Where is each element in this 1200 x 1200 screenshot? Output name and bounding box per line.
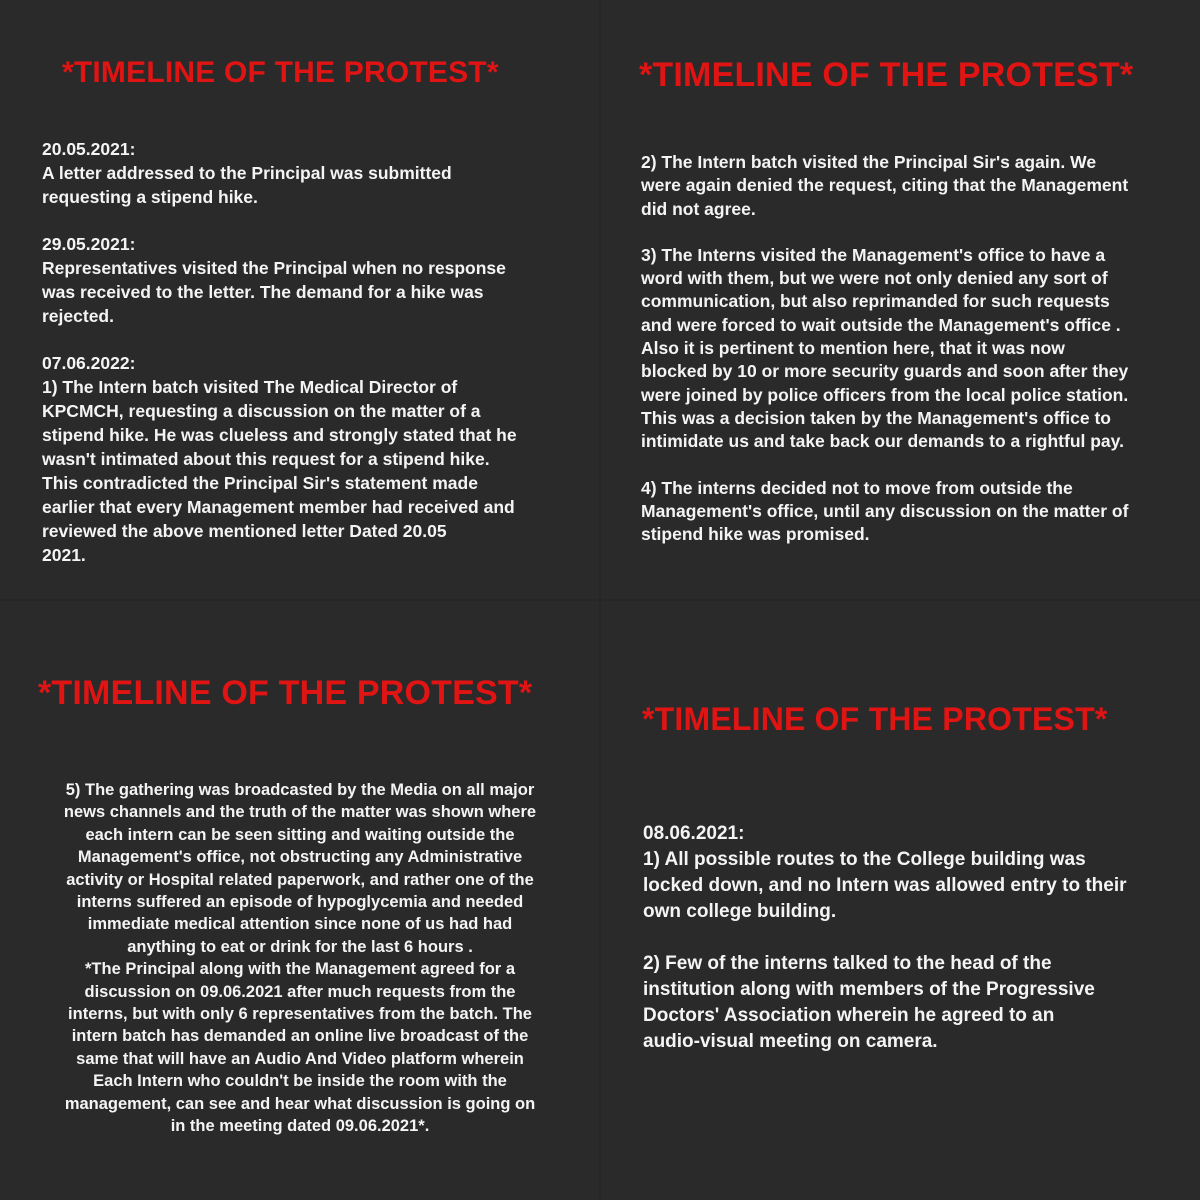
panel-title: *TIMELINE OF THE PROTEST* bbox=[639, 56, 1134, 94]
panel-title: *TIMELINE OF THE PROTEST* bbox=[62, 56, 499, 89]
timeline-entry: 2) The Intern batch visited the Principal Sir's again. We were again denied the request, citing that the Management did not agree. bbox=[641, 152, 1129, 219]
timeline-panel-4 bbox=[601, 601, 1200, 1200]
timeline-entry: 07.06.2022: 1) The Intern batch visited The Medical Director of KPCMCH, requesting a discussion on the matter of a stipend hike. He was clueless and strongly stated that he wasn't intimated about this request for a stipend hike. This contradicted the Principal Sir's statement made earlier that every Management member had received and reviewed the above mentioned letter Dated 20.05 2021. bbox=[42, 353, 517, 565]
panel-title: *TIMELINE OF THE PROTEST* bbox=[642, 701, 1108, 737]
timeline-entry: 29.05.2021: Representatives visited the Principal when no response was received to the letter. The demand for a hike was rejected. bbox=[42, 234, 506, 326]
timeline-panel-1 bbox=[0, 0, 599, 599]
timeline-entry: 08.06.2021: 1) All possible routes to the College building was locked down, and no Intern was allowed entry to their own college building. bbox=[643, 823, 1127, 922]
timeline-panel-2 bbox=[601, 0, 1200, 599]
timeline-entry: 5) The gathering was broadcasted by the Media on all major news channels and the truth of the matter was shown where each intern can be seen sitting and waiting outside the Management's office, not obstructing any Administrative activity or Hospital related paperwork, and rather one of the interns suffered an episode of hypoglycemia and needed immediate medical attention since none of us had had anything to eat or drink for the last 6 hours . *The Principal along with the Management agreed for a discussion on 09.06.2021 after much requests from the interns, but with only 6 representatives from the batch. The intern batch has demanded an online live broadcast of the same that will have an Audio And Video platform wherein Each Intern who couldn't be inside the room with the management, can see and hear what discussion is going on in the meeting dated 09.06.2021*. bbox=[63, 781, 537, 1136]
timeline-entry: 2) Few of the interns talked to the head of the institution along with members of the Progressive Doctors' Association wherein he agreed to an audio-visual meeting on camera. bbox=[643, 953, 1095, 1052]
timeline-entry: 20.05.2021: A letter addressed to the Principal was submitted requesting a stipend hike. bbox=[42, 139, 452, 207]
panel-body bbox=[643, 821, 1183, 1055]
panel-body bbox=[20, 779, 580, 1138]
timeline-entry: 3) The Interns visited the Management's office to have a word with them, but we were not only denied any sort of communication, but also reprimanded for such requests and were forced to wait outside the Management's office . Also it is pertinent to mention here, that it was now blocked by 10 or more security guards and soon after they were joined by police officers from the local police station. This was a decision taken by the Management's office to intimidate us and take back our demands to a rightful pay. bbox=[641, 244, 1129, 452]
timeline-entry: 4) The interns decided not to move from outside the Management's office, until any discussion on the matter of stipend hike was promised. bbox=[641, 477, 1129, 545]
panel-title: *TIMELINE OF THE PROTEST* bbox=[38, 674, 533, 712]
timeline-panel-3 bbox=[0, 601, 599, 1200]
panel-body bbox=[641, 151, 1181, 546]
panel-body bbox=[42, 137, 582, 567]
